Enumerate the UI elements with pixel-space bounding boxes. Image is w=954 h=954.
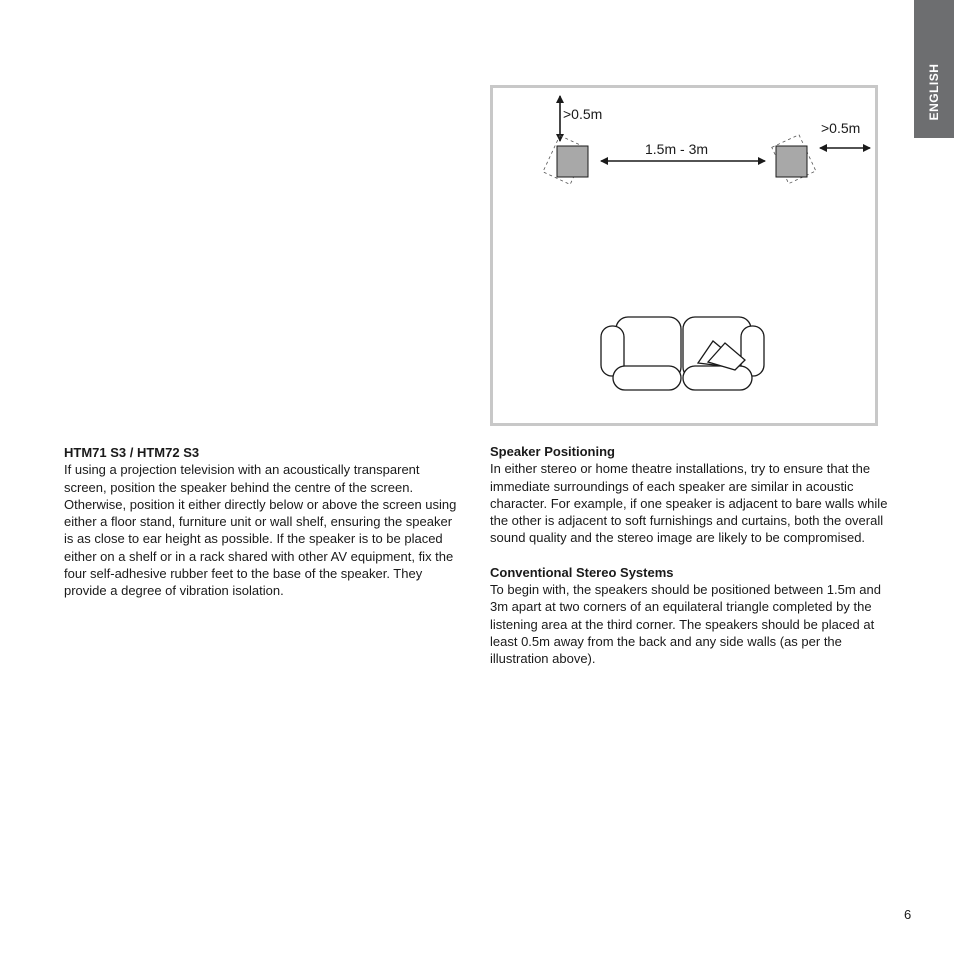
model-paragraph: If using a projection television with an acoustically transparent screen, position the speaker behind the centre of the screen. Otherwise, position it either directly below or above the screen using either a floor stand, furniture unit or wall shelf, ensuring the speaker is as close to ear height as possible. If the speaker is to be placed either on a shelf or in a rack shared with other AV equipment, fix the four self-adhesive rubber feet to the base of the speaker. They provide a degree of vibration isolation. (64, 462, 457, 599)
language-tab (914, 0, 954, 138)
sofa-icon (601, 317, 764, 390)
left-speaker-icon (543, 136, 588, 185)
page-number: 6 (904, 907, 912, 922)
side-clearance-label: >0.5m (821, 120, 861, 136)
right-speaker-icon (772, 135, 816, 184)
stereo-systems-paragraph: To begin with, the speakers should be positioned between 1.5m and 3m apart at two corners of an equilateral triangle completed by the listening area at the third corner. The speakers should be placed at least 0.5m away from the back and any side walls (as per the illustration above). (490, 582, 881, 667)
speaker-positioning-paragraph: In either stereo or home theatre installations, try to ensure that the immediate surroundings of each speaker are similar in acoustic character. For example, if one speaker is adjacent to bare walls while the other is adjacent to soft furnishings and curtains, both the overall sound quality and the stereo image are likely to be compromised. (490, 461, 888, 546)
left-text-column (64, 444, 464, 600)
placement-illustration (493, 88, 875, 423)
top-clearance-label: >0.5m (563, 106, 603, 122)
language-label: ENGLISH (927, 63, 941, 121)
model-heading: HTM71 S3 / HTM72 S3 (64, 445, 200, 460)
speaker-placement-diagram (490, 85, 878, 426)
speaker-positioning-heading: Speaker Positioning (490, 444, 615, 459)
stereo-systems-heading: Conventional Stereo Systems (490, 564, 674, 580)
right-text-column (490, 443, 892, 668)
speaker-spacing-label: 1.5m - 3m (645, 141, 709, 157)
